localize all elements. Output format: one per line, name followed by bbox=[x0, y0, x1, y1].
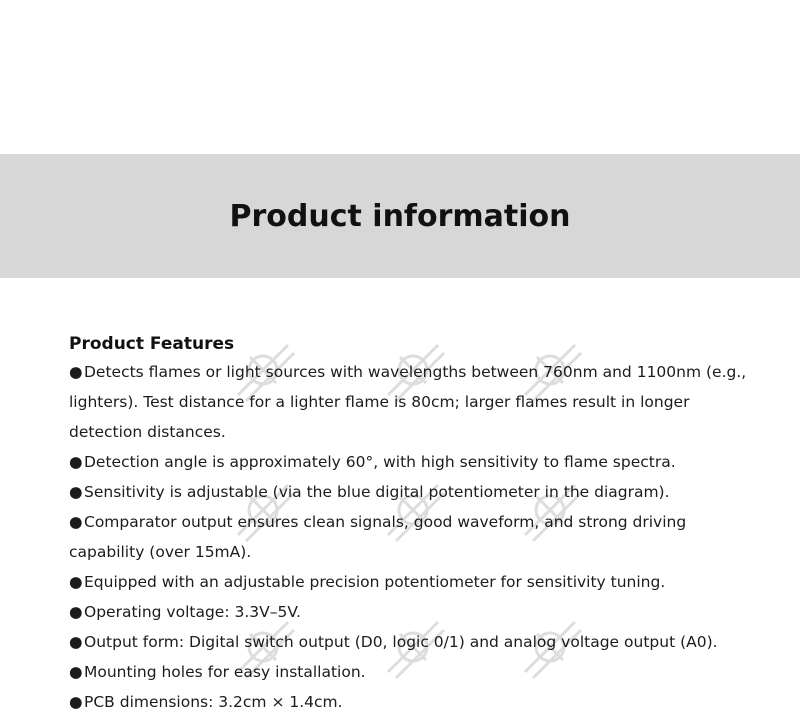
bullet-icon: ● bbox=[69, 603, 83, 621]
feature-item bbox=[69, 507, 759, 567]
bullet-icon: ● bbox=[69, 633, 83, 651]
page-title: Product information bbox=[229, 198, 571, 234]
feature-text: Sensitivity is adjustable (via the blue digital potentiometer in the diagram). bbox=[84, 483, 670, 501]
feature-item bbox=[69, 657, 759, 687]
bullet-icon: ● bbox=[69, 453, 83, 471]
feature-text: Detection angle is approximately 60°, with high sensitivity to flame spectra. bbox=[84, 453, 676, 471]
bullet-icon: ● bbox=[69, 693, 83, 711]
header-banner bbox=[0, 154, 800, 278]
feature-item bbox=[69, 447, 759, 477]
bullet-icon: ● bbox=[69, 483, 83, 501]
features-section bbox=[69, 331, 759, 717]
feature-text: Output form: Digital switch output (D0, logic 0/1) and analog voltage output (A0). bbox=[84, 633, 718, 651]
feature-item bbox=[69, 627, 759, 657]
bullet-icon: ● bbox=[69, 513, 83, 531]
bullet-icon: ● bbox=[69, 663, 83, 681]
feature-text: PCB dimensions: 3.2cm × 1.4cm. bbox=[84, 693, 343, 711]
feature-item bbox=[69, 357, 759, 447]
bullet-icon: ● bbox=[69, 363, 83, 381]
feature-item bbox=[69, 567, 759, 597]
feature-text: Equipped with an adjustable precision potentiometer for sensitivity tuning. bbox=[84, 573, 666, 591]
features-list bbox=[69, 357, 759, 717]
feature-text: Detects flames or light sources with wavelengths between 760nm and 1100nm (e.g., lighters). Test distance for a lighter flame is 80cm; larger flames result in longer detection distances. bbox=[69, 363, 747, 441]
feature-item bbox=[69, 687, 759, 717]
bullet-icon: ● bbox=[69, 573, 83, 591]
feature-item bbox=[69, 477, 759, 507]
feature-text: Mounting holes for easy installation. bbox=[84, 663, 366, 681]
feature-item bbox=[69, 597, 759, 627]
features-title: Product Features bbox=[69, 334, 235, 354]
feature-text: Operating voltage: 3.3V–5V. bbox=[84, 603, 301, 621]
feature-text: Comparator output ensures clean signals, good waveform, and strong driving capability (over 15mA). bbox=[69, 513, 687, 561]
